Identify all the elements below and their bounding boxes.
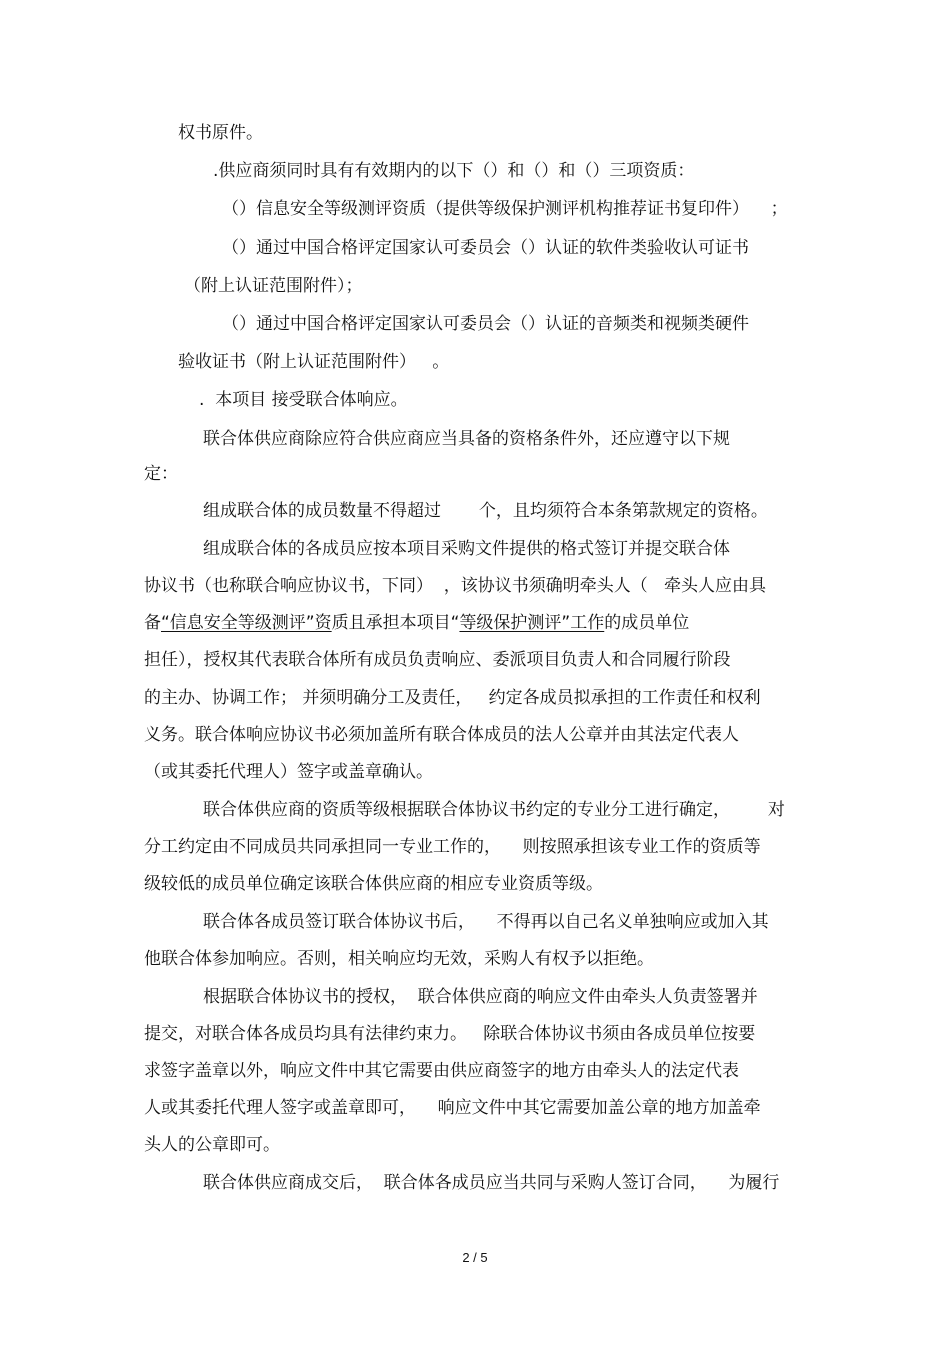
line-1: 权书原件。 [178, 123, 263, 143]
line-4: （）通过中国合格评定国家认可委员会（）认证的软件类验收认可证书 [222, 238, 749, 258]
line-2: .供应商须同时具有有效期内的以下（）和（）和（）三项资质： [213, 161, 695, 181]
line-14-c: 质且承担本项目“ [331, 613, 460, 633]
line-13: 协议书（也称联合响应协议书，下同） ，该协议书须确明牵头人（ 牵头人应由具 [144, 576, 767, 596]
line-12: 组成联合体的各成员应按本项目采购文件提供的格式签订并提交联合体 [203, 539, 730, 559]
line-11: 组成联合体的成员数量不得超过 个，且均须符合本条第款规定的资格。 [203, 501, 768, 521]
line-14 [144, 612, 689, 634]
line-27: 人或其委托代理人签字或盖章即可， 响应文件中其它需要加盖公章的地方加盖牵 [144, 1098, 761, 1118]
line-22: 联合体各成员签订联合体协议书后， 不得再以自己名义单独响应或加入其 [203, 912, 769, 932]
line-25: 提交，对联合体各成员均具有法律约束力。 除联合体协议书须由各成员单位按要 [144, 1024, 756, 1044]
line-14-e: 的成员单位 [604, 613, 690, 633]
line-15: 担任），授权其代表联合体所有成员负责响应、委派项目负责人和合同履行阶段 [144, 650, 731, 670]
line-14-a: 备 [144, 613, 161, 633]
page-number: 2 / 5 [462, 1250, 488, 1265]
line-10: 定： [144, 464, 178, 484]
line-26: 求签字盖章以外，响应文件中其它需要由供应商签字的地方由牵头人的法定代表 [144, 1061, 739, 1081]
line-18: （或其委托代理人）签字或盖章确认。 [144, 762, 433, 782]
line-5: （附上认证范围附件）； [184, 276, 363, 296]
line-24: 根据联合体协议书的授权， 联合体供应商的响应文件由牵头人负责签署并 [203, 987, 758, 1007]
line-14-underlined-2: 等级保护测评”工作 [459, 613, 605, 633]
line-20: 分工约定由不同成员共同承担同一专业工作的， 则按照承担该专业工作的资质等 [144, 837, 761, 857]
line-7: 验收证书（附上认证范围附件） 。 [178, 352, 450, 372]
line-8: . 本项目 接受联合体响应。 [199, 390, 408, 410]
line-23: 他联合体参加响应。否则，相关响应均无效，采购人有权予以拒绝。 [144, 949, 654, 969]
line-29: 联合体供应商成交后， 联合体各成员应当共同与采购人签订合同， 为履行 [203, 1173, 780, 1193]
line-19: 联合体供应商的资质等级根据联合体协议书约定的专业分工进行确定， 对 [203, 800, 785, 820]
line-28: 头人的公章即可。 [144, 1135, 280, 1155]
line-14-underlined-1: “信息安全等级测评”资 [161, 613, 332, 633]
line-21: 级较低的成员单位确定该联合体供应商的相应专业资质等级。 [144, 874, 603, 894]
line-17: 义务。联合体响应协议书必须加盖所有联合体成员的法人公章并由其法定代表人 [144, 725, 739, 745]
line-9: 联合体供应商除应符合供应商应当具备的资格条件外，还应遵守以下规 [203, 429, 730, 449]
line-16: 的主办、协调工作； 并须明确分工及责任， 约定各成员拟承担的工作责任和权利 [144, 688, 761, 708]
line-3: （）信息安全等级测评资质（提供等级保护测评机构推荐证书复印件） ； [222, 199, 788, 219]
line-6: （）通过中国合格评定国家认可委员会（）认证的音频类和视频类硬件 [222, 314, 749, 334]
